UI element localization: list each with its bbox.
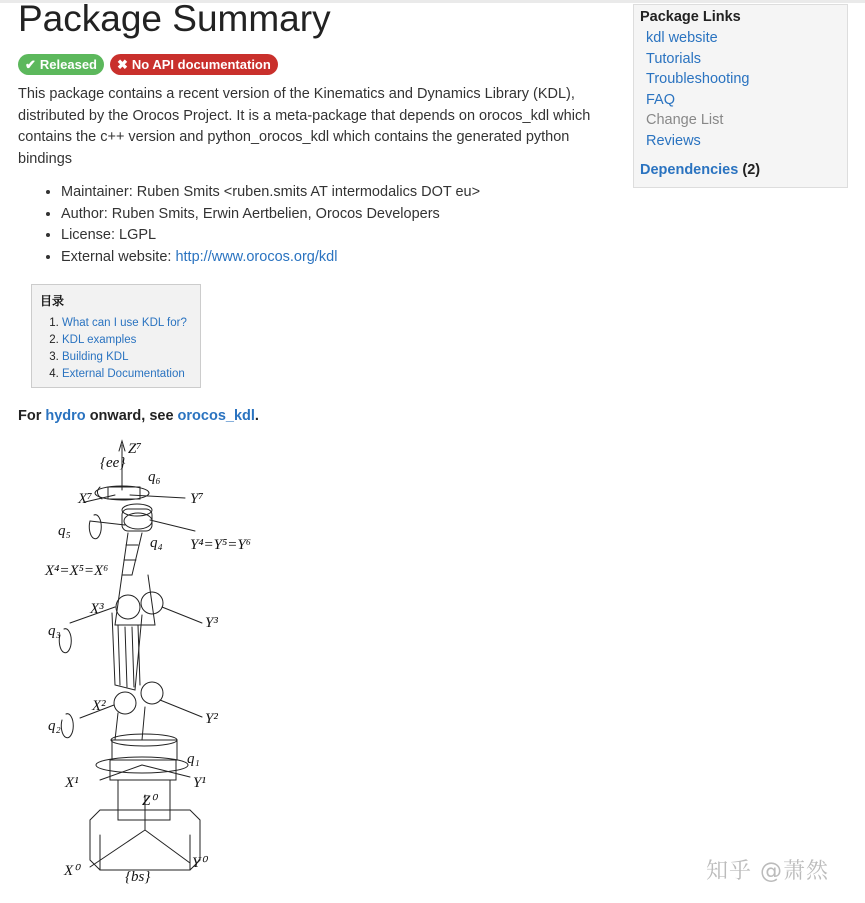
label-x7: X⁷ <box>78 491 93 507</box>
sidebar-link-troubleshooting[interactable]: Troubleshooting <box>646 71 750 87</box>
toc-item <box>62 332 192 349</box>
sidebar-link-tutorials[interactable]: Tutorials <box>646 50 702 67</box>
x-icon: ✖ <box>117 56 128 72</box>
maintainer-item: • Maintainer: Ruben Smits <ruben.smits AT intermodalics DOT eu> <box>61 182 480 204</box>
label-z0: Z⁰ <box>142 793 157 809</box>
toc-link-external[interactable]: External Documentation <box>62 368 185 380</box>
label-x2: X² <box>92 698 106 714</box>
label-x1: X¹ <box>65 775 79 791</box>
toc-item <box>62 366 192 383</box>
sidebar-link-reviews[interactable]: Reviews <box>646 132 701 149</box>
label-q2: q₂ <box>48 718 61 734</box>
dependencies-count: (2) <box>742 162 761 178</box>
dependencies-row <box>640 162 841 178</box>
website-item <box>61 247 480 269</box>
hydro-suffix: . <box>254 408 259 424</box>
orocos-kdl-link[interactable]: orocos_kdl <box>177 408 255 424</box>
label-y2: Y² <box>205 711 218 727</box>
toc-link-building[interactable]: Building KDL <box>62 351 129 363</box>
hydro-link[interactable]: hydro <box>45 408 86 424</box>
website-label: External website: <box>61 248 176 265</box>
label-z7: Z⁷ <box>128 441 142 457</box>
label-x3: X³ <box>90 601 104 617</box>
label-y3: Y³ <box>205 615 218 631</box>
status-badges <box>18 54 278 75</box>
page-title: Package Summary <box>18 0 331 39</box>
package-description: This package contains a recent version of the Kinematics and Dynamics Library (KDL), distributed by the Orocos Project. It is a meta-package that depends on orocos_kdl which contains the c++ version and python_orocos_kdl which contains the generated python bindings <box>18 86 591 167</box>
label-y0: Y⁰ <box>192 855 207 871</box>
label-bs: {bs} <box>125 869 151 885</box>
package-links-sidebar <box>633 4 848 188</box>
toc-link-examples[interactable]: KDL examples <box>62 334 137 346</box>
hydro-middle: onward, see <box>85 408 178 424</box>
website-link[interactable]: http://www.orocos.org/kdl <box>175 248 338 265</box>
package-meta-list <box>43 182 480 268</box>
label-y1: Y¹ <box>193 775 206 791</box>
hydro-prefix: For <box>18 408 46 424</box>
toc-item <box>62 315 192 332</box>
dependencies-link[interactable]: Dependencies <box>640 162 739 178</box>
label-q1: q₁ <box>187 751 200 767</box>
label-ee: {ee} <box>100 455 126 471</box>
sidebar-link-kdl-website[interactable]: kdl website <box>646 30 718 46</box>
license-item: • License: LGPL <box>61 225 480 247</box>
toc-list <box>40 315 192 383</box>
toc-item <box>62 349 192 366</box>
toc-link-use[interactable]: What can I use KDL for? <box>62 317 187 329</box>
label-q3: q₃ <box>48 623 61 639</box>
author-item: • Author: Ruben Smits, Erwin Aertbelien, Orocos Developers <box>61 204 480 226</box>
label-q6: q₆ <box>148 469 161 485</box>
label-q5: q₅ <box>58 523 71 539</box>
check-icon: ✔ <box>25 56 36 72</box>
label-x456: X⁴=X⁵=X⁶ <box>45 563 109 579</box>
table-of-contents <box>31 284 201 388</box>
label-q4: q₄ <box>150 535 163 551</box>
sidebar-title: Package Links <box>640 9 741 25</box>
label-x0: X⁰ <box>64 863 80 879</box>
watermark: 知乎 @萧然 <box>706 859 829 884</box>
released-badge[interactable] <box>18 54 104 75</box>
no-api-badge[interactable] <box>110 54 278 75</box>
hydro-note <box>18 408 259 424</box>
sidebar-link-faq[interactable]: FAQ <box>646 91 676 108</box>
toc-title: 目录 <box>40 294 65 308</box>
label-y456: Y⁴=Y⁵=Y⁶ <box>190 537 251 553</box>
no-api-label: No API documentation <box>131 57 271 72</box>
released-label: Released <box>39 57 97 72</box>
sidebar-link-change-list: Change List <box>646 112 724 128</box>
label-y7: Y⁷ <box>190 491 204 507</box>
robot-arm-diagram <box>30 435 280 885</box>
